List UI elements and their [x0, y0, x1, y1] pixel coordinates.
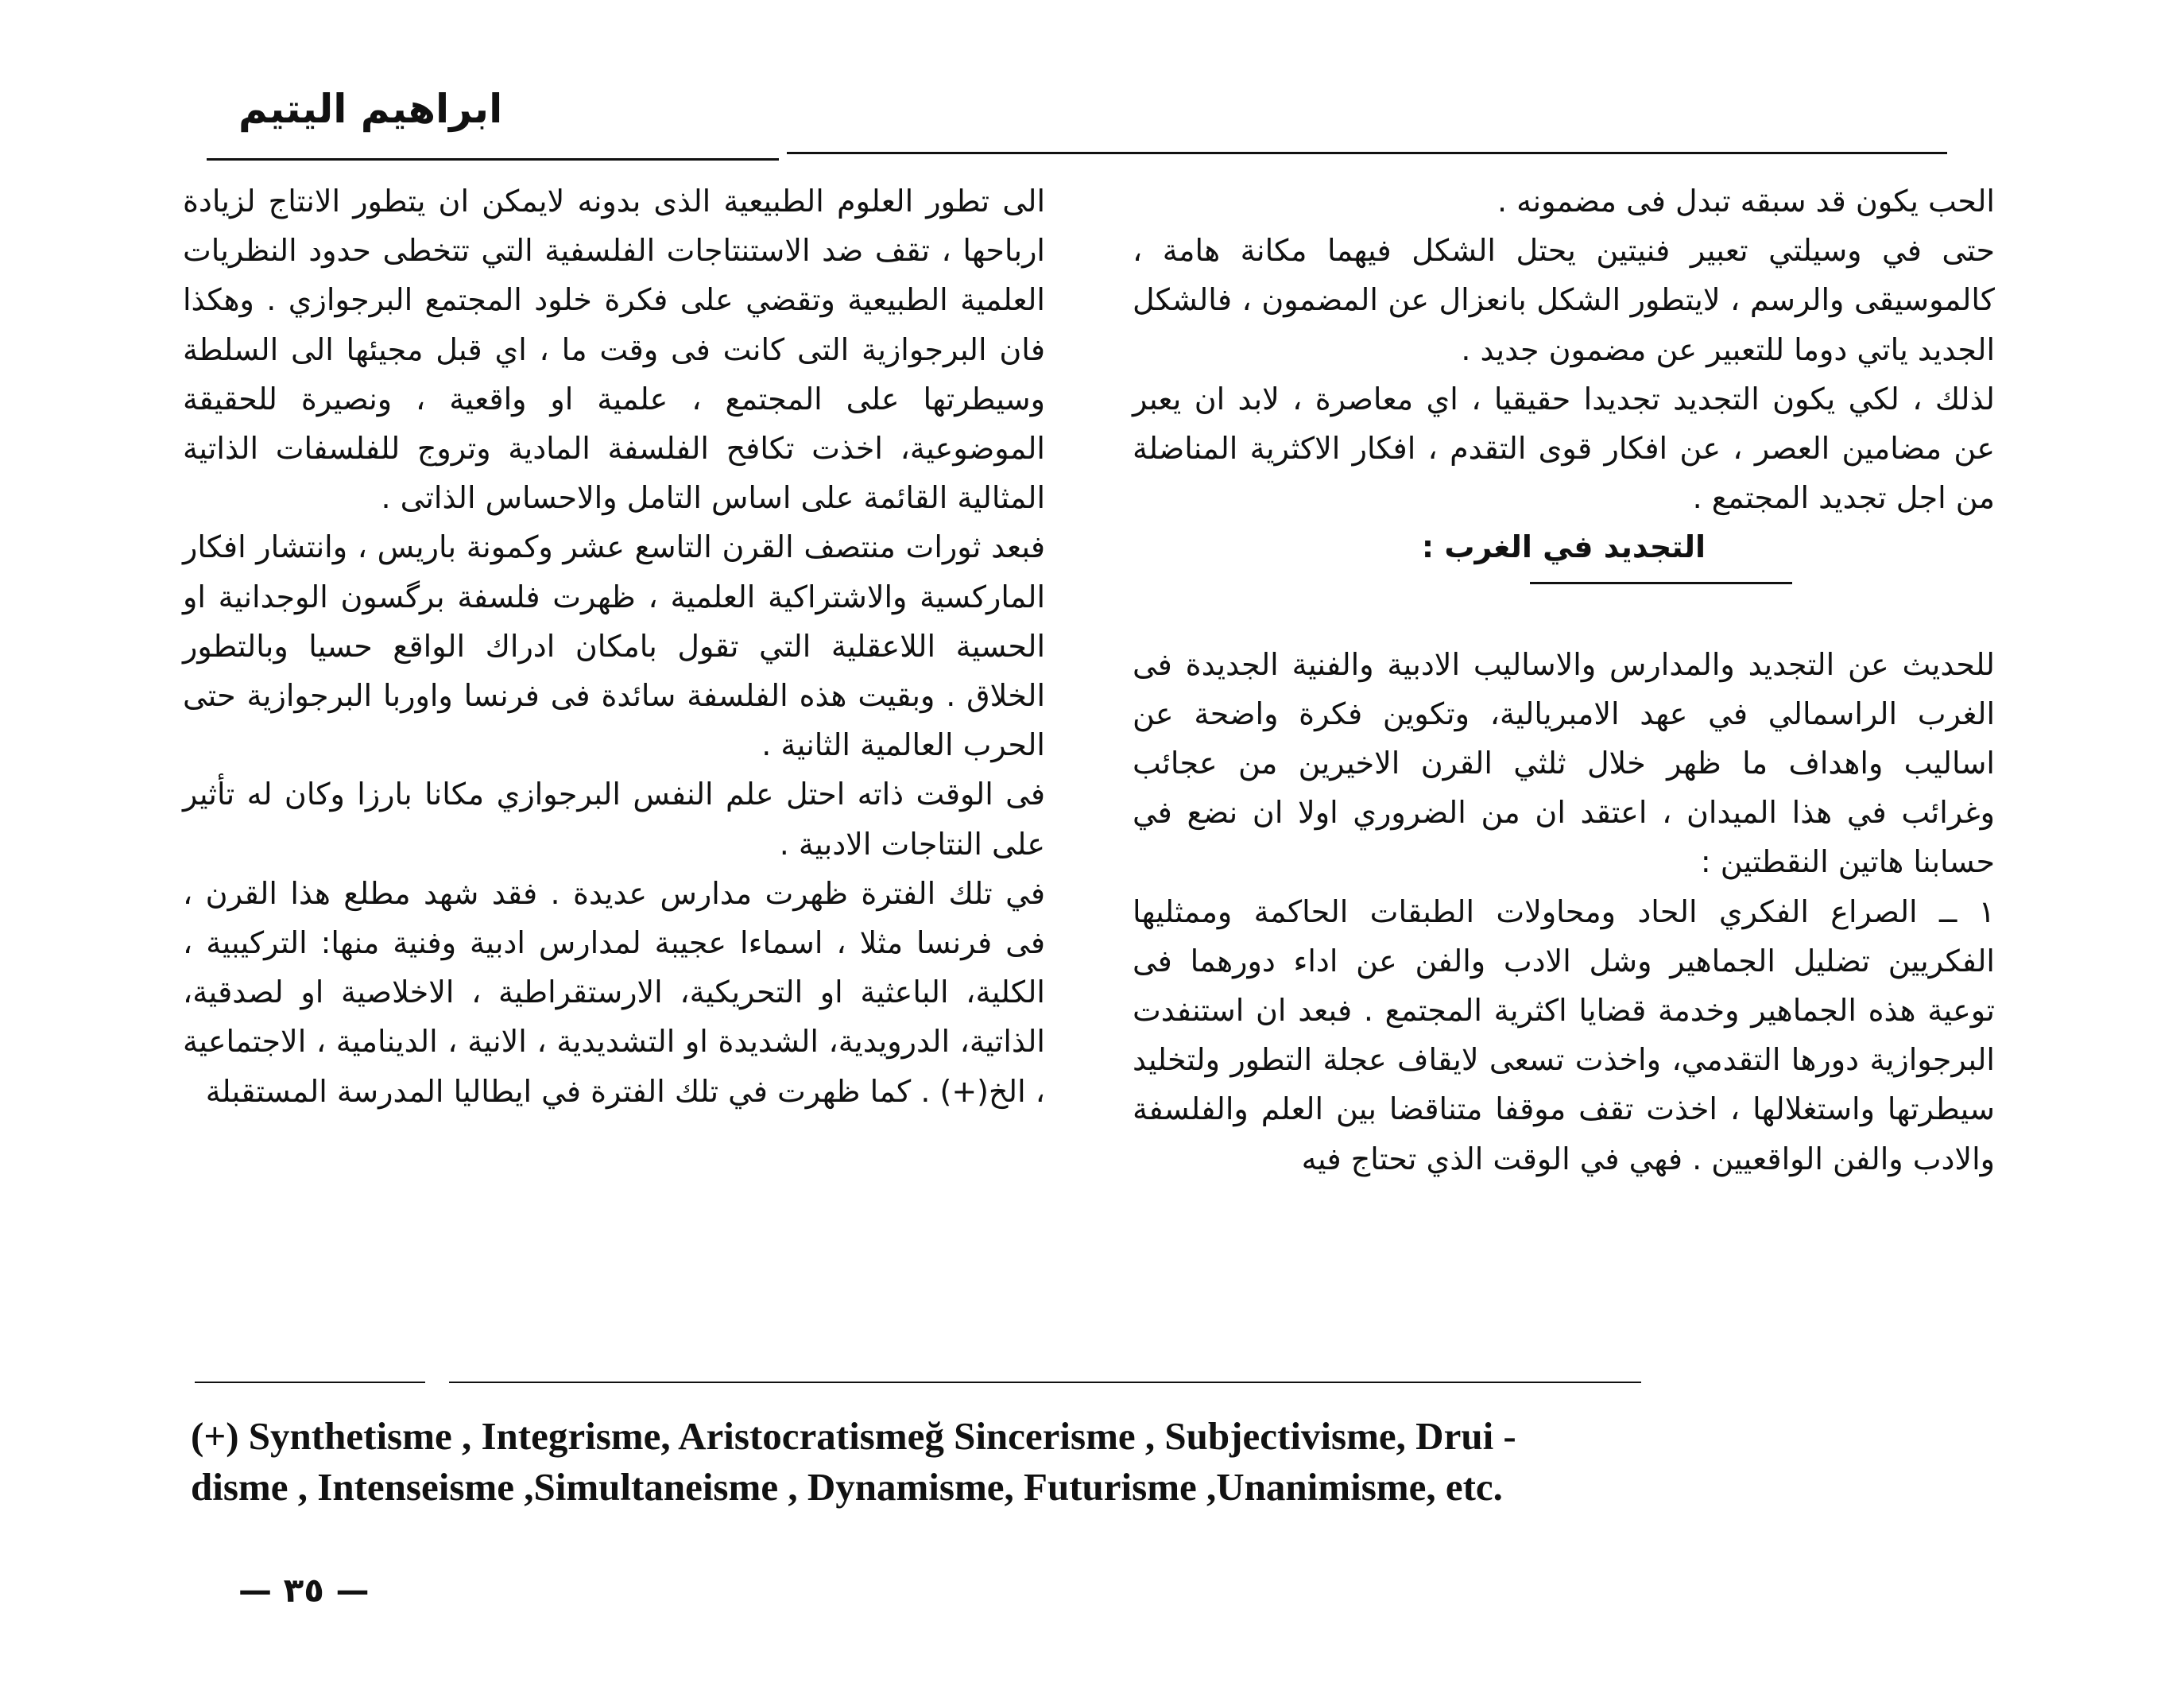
page-number: — ٣٥ —	[238, 1571, 370, 1610]
paragraph: للحديث عن التجديد والمدارس والاساليب الادبية والفنية الجديدة فى الغرب الراسمالي في عهد الامبريالية، وتكوين فكرة واضحة عن اساليب واهداف ما ظهر خلال ثلثي القرن الاخيرين من عجائب وغرائب في هذا الميدان ، اعتقد ان من الضروري اولا ان نضع في حسابنا هاتين النقطتين :	[1133, 646, 1995, 880]
right-column	[1133, 176, 1995, 1184]
header-rule-right	[787, 152, 1947, 154]
heading-underline	[1530, 582, 1792, 584]
paragraph: ١ ــ الصراع الفكري الحاد ومحاولات الطبقات الحاكمة وممثليها الفكريين تضليل الجماهير وشل الادب والفن عن اداء دورهما فى توعية هذه الجماهير وخدمة قضايا اكثرية المجتمع . فبعد ان استنفدت البرجوازية دورها التقدمي، واخذت تسعى لايقاف عجلة التطور ولتخليد سيطرتها واستغلالها ، اخذت تقف موقفا متناقضا بين العلم والفلسفة والادب والفن الواقعيين . فهي في الوقت الذي تحتاج فيه	[1133, 893, 1995, 1176]
left-column	[183, 176, 1045, 1116]
paragraph: حتى في وسيلتي تعبير فنيتين يحتل الشكل فيهما مكانة هامة ، كالموسيقى والرسم ، لايتطور الشكل بانعزال عن المضمون ، فالشكل الجديد ياتي دوما للتعبير عن مضمون جديد .	[1133, 233, 1995, 367]
footnote-rule-right	[449, 1382, 1641, 1383]
footnote	[191, 1411, 1955, 1513]
footnote-rule-left	[195, 1382, 425, 1383]
header-rule-left	[207, 158, 779, 161]
paragraph: الى تطور العلوم الطبيعية الذى بدونه لايمكن ان يتطور الانتاج لزيادة ارباحها ، تقف ضد الاستنتاجات الفلسفية التي تتخطى حدود النظريات العلمية الطبيعية وتقضي على فكرة خلود المجتمع البرجوازي . وهكذا فان البرجوازية التى كانت فى وقت ما ، اي قبل مجيئها الى السلطة وسيطرتها على المجتمع ، علمية او واقعية ، ونصيرة للحقيقة الموضوعية، اخذت تكافح الفلسفة المادية وتروج للفلسفات الذاتية المثالية القائمة على اساس التامل والاحساس الذاتى .	[183, 184, 1045, 516]
running-head: ابراهيم اليتيم	[238, 86, 503, 132]
paragraph: في تلك الفترة ظهرت مدارس عديدة . فقد شهد مطلع هذا القرن ، فى فرنسا مثلا ، اسماءا عجيبة لمدارس ادبية وفنية منها: التركيبية ، الكلية، الباعثية او التحريكية، الارستقراطية ، الاخلاصية او لصدقية، الذاتية، الدرويدية، الشديدة او التشديدية ، الانية ، الدينامية ، الاجتماعية ، الخ(+) . كما ظهرت في تلك الفترة في ايطاليا المدرسة المستقبلة	[183, 875, 1045, 1109]
footnote-line: (+) Synthetisme , Integrisme, Aristocratismeğ Sincerisme , Subjectivisme, Drui -	[191, 1414, 1516, 1458]
paragraph: فى الوقت ذاته احتل علم النفس البرجوازي مكانا بارزا وكان له تأثير على النتاجات الادبية .	[183, 777, 1045, 862]
footnote-line: disme , Intenseisme ,Simultaneisme , Dynamisme, Futurisme ,Unanimisme, etc.	[191, 1465, 1503, 1509]
paragraph: الحب يكون قد سبقه تبدل فى مضمونه .	[1497, 184, 1995, 219]
paragraph: لذلك ، لكي يكون التجديد تجديدا حقيقيا ، اي معاصرة ، لابد ان يعبر عن مضامين العصر ، عن افكار قوى التقدم ، افكار الاكثرية المناضلة من اجل تجديد المجتمع .	[1133, 381, 1995, 516]
paragraph: فبعد ثورات منتصف القرن التاسع عشر وكمونة باريس ، وانتشار افكار الماركسية والاشتراكية العلمية ، ظهرت فلسفة برگسون الوجدانية او الحسية اللاعقلية التي تقول بامكان ادراك الواقع حسيا وبالتطور الخلاق . وبقيت هذه الفلسفة سائدة فى فرنسا واوربا البرجوازية حتى الحرب العالمية الثانية .	[183, 529, 1045, 763]
section-heading: التجديد في الغرب :	[1421, 529, 1706, 565]
